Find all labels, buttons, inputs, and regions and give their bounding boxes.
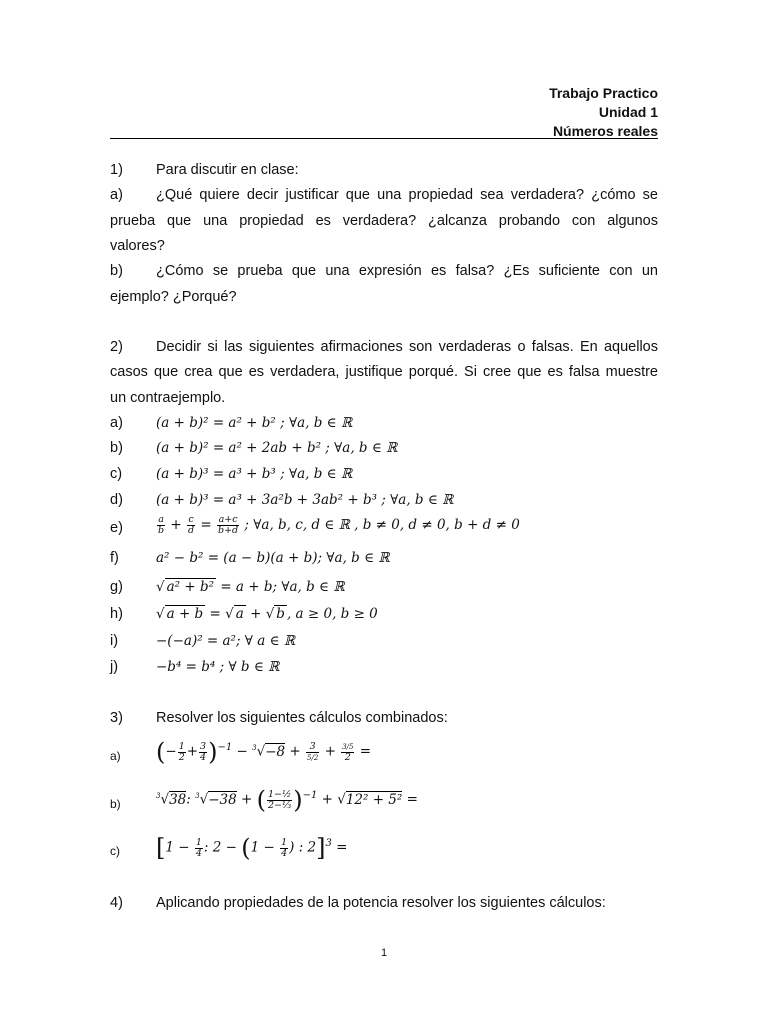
- header-title: Trabajo Practico: [549, 85, 658, 101]
- q2-item-label: d): [110, 492, 123, 508]
- document-header: [549, 84, 658, 141]
- q2-item-label: a): [110, 415, 123, 431]
- q1a-label: a): [110, 187, 123, 203]
- q2-item-e-rest: ; ∀a, b, c, d ∈ ℝ , b ≠ 0, d ≠ 0, b + d ≠ 0: [244, 517, 520, 533]
- q3a-expression: (− $\frac{1}{2}$ + $\frac{3}{4}$ )$^{-1}$ − $^3$√−8 + $\frac{3}{5/2}$ + $\frac{3/5}{2}$ =: [156, 738, 372, 766]
- q3-number: 3): [110, 710, 123, 726]
- q2-item-expr: (a + b)³ = a³ + 3a²b + 3ab² + b³ ; ∀a, b ∈ ℝ: [156, 492, 454, 508]
- q1a-text2: prueba que una propiedad es verdadera? ¿alcanza probando con algunos: [110, 213, 658, 229]
- q2-item-expr: a² − b² = (a − b)(a + b); ∀a, b ∈ ℝ: [156, 550, 390, 566]
- fraction: $\frac{a+c}{b+d}$: [218, 514, 239, 536]
- q2-number: 2): [110, 339, 123, 355]
- q2-item-label: c): [110, 466, 123, 482]
- q2-item-label: h): [110, 606, 123, 622]
- q2-item-expr: −(−a)² = a²; ∀ a ∈ ℝ: [156, 633, 296, 649]
- q1-title: Para discutir en clase:: [156, 162, 299, 178]
- q3-item-a: [110, 738, 658, 778]
- q2-item-label: e): [110, 520, 123, 536]
- header-rule: [110, 138, 658, 139]
- q3-item-label: a): [110, 749, 121, 763]
- square-root: √ a + b: [156, 606, 204, 622]
- q2-item-expr: (a + b)³ = a³ + b³ ; ∀a, b ∈ ℝ: [156, 466, 353, 482]
- q4-title: Aplicando propiedades de la potencia resolver los siguientes cálculos:: [156, 895, 606, 911]
- q1a-text3: valores?: [110, 238, 165, 254]
- square-root: √ a: [225, 606, 244, 622]
- q3-title: Resolver los siguientes cálculos combinados:: [156, 710, 448, 726]
- q1-number: 1): [110, 162, 123, 178]
- header-unit: Unidad 1: [598, 104, 658, 120]
- q1b-text2: ejemplo? ¿Porqué?: [110, 289, 237, 305]
- q2-item-expr: $\frac{a}{b}$ + $\frac{c}{d}$ = $\frac{a+c}{b+d}$ ; ∀a, b, c, d ∈ ℝ , b ≠ 0, d ≠ 0, b + d ≠ 0: [158, 514, 520, 536]
- q2-item-label: i): [110, 633, 119, 649]
- q2-text1: Decidir si las siguientes afirmaciones son verdaderas o falsas. En aquellos: [156, 339, 658, 355]
- q2-text3: un contraejemplo.: [110, 390, 226, 406]
- q2-text2: casos que crea que es verdadera, justifique porqué. Si cree que es falsa muestre: [110, 364, 658, 380]
- q2-item-label: j): [110, 659, 119, 675]
- q3c-expression: [1 − $\frac{1}{4}$ : 2 − (1 − $\frac{1}{4}$ ) : 2]$^3$ =: [156, 834, 348, 862]
- fraction: $\frac{a}{b}$: [158, 514, 165, 536]
- square-root: √ b: [265, 606, 285, 622]
- q2-item-expr: √ a + b = √ a + √ b , a ≥ 0, b ≥ 0: [156, 606, 378, 622]
- q2-item-label: g): [110, 579, 123, 595]
- q1b-label: b): [110, 263, 123, 279]
- q2-item-label: f): [110, 550, 119, 566]
- q3-item-c: [110, 834, 658, 870]
- q3-item-label: c): [110, 844, 120, 858]
- q2-item-expr: (a + b)² = a² + b² ; ∀a, b ∈ ℝ: [156, 415, 353, 431]
- q3-item-b: [110, 786, 658, 826]
- page-number: 1: [380, 947, 388, 959]
- q2-item-expr: (a + b)² = a² + 2ab + b² ; ∀a, b ∈ ℝ: [156, 440, 398, 456]
- q1a-text1: ¿Qué quiere decir justificar que una propiedad sea verdadera? ¿cómo se: [156, 187, 658, 203]
- q4-number: 4): [110, 895, 123, 911]
- q3b-expression: $^3$√38: $^3$√−38 + ( $\frac{\text{1−½}}{\text{2−⅓}}$ )$^{-1}$ + √12² + 5² =: [156, 786, 418, 814]
- q1b-text1: ¿Cómo se prueba que una expresión es falsa? ¿Es suficiente con un: [156, 263, 658, 279]
- q2-item-label: b): [110, 440, 123, 456]
- header-topic: Números reales: [552, 123, 658, 139]
- q2-item-expr: √ a² + b² = a + b; ∀a, b ∈ ℝ: [156, 579, 345, 595]
- square-root: √ a² + b²: [156, 579, 215, 595]
- fraction: $\frac{c}{d}$: [188, 514, 195, 536]
- q3-item-label: b): [110, 797, 121, 811]
- q2-item-expr: −b⁴ = b⁴ ; ∀ b ∈ ℝ: [156, 659, 280, 675]
